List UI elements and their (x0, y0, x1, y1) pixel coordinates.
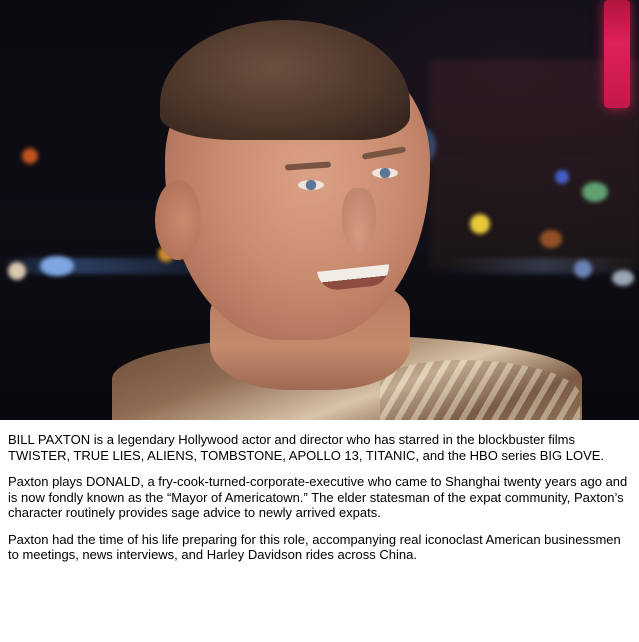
caption-paragraph-role: Paxton plays DONALD, a fry-cook-turned-corporate-executive who came to Shanghai twenty years ago and is now fondly known as the “Mayor of Americatown.” The elder statesman of the expat community, Paxton’s character routinely provides sage advice to newly arrived expats. (8, 474, 628, 520)
bokeh-light (40, 256, 74, 276)
nose (342, 188, 376, 252)
caption-text (8, 432, 632, 574)
neon-sign (604, 0, 630, 108)
bokeh-light (22, 148, 38, 164)
bokeh-light (555, 170, 569, 184)
caption-paragraph-preparation: Paxton had the time of his life preparing for this role, accompanying real iconoclast American businessmen to meetings, news interviews, and Harley Davidson rides across China. (8, 531, 621, 562)
hair (160, 20, 410, 140)
bokeh-light (582, 182, 608, 202)
eye-left (298, 180, 324, 190)
eye-right (372, 168, 398, 178)
bokeh-light (574, 260, 592, 278)
bokeh-light (612, 270, 634, 286)
bokeh-light (470, 214, 490, 234)
ear (155, 180, 201, 260)
bokeh-light (540, 230, 562, 248)
caption-paragraph-bio: BILL PAXTON is a legendary Hollywood actor and director who has starred in the blockbuster films TWISTER, TRUE LIES, ALIENS, TOMBSTONE, APOLLO 13, TITANIC, and the HBO series BIG LOVE. (8, 432, 605, 463)
bokeh-light (8, 262, 26, 280)
